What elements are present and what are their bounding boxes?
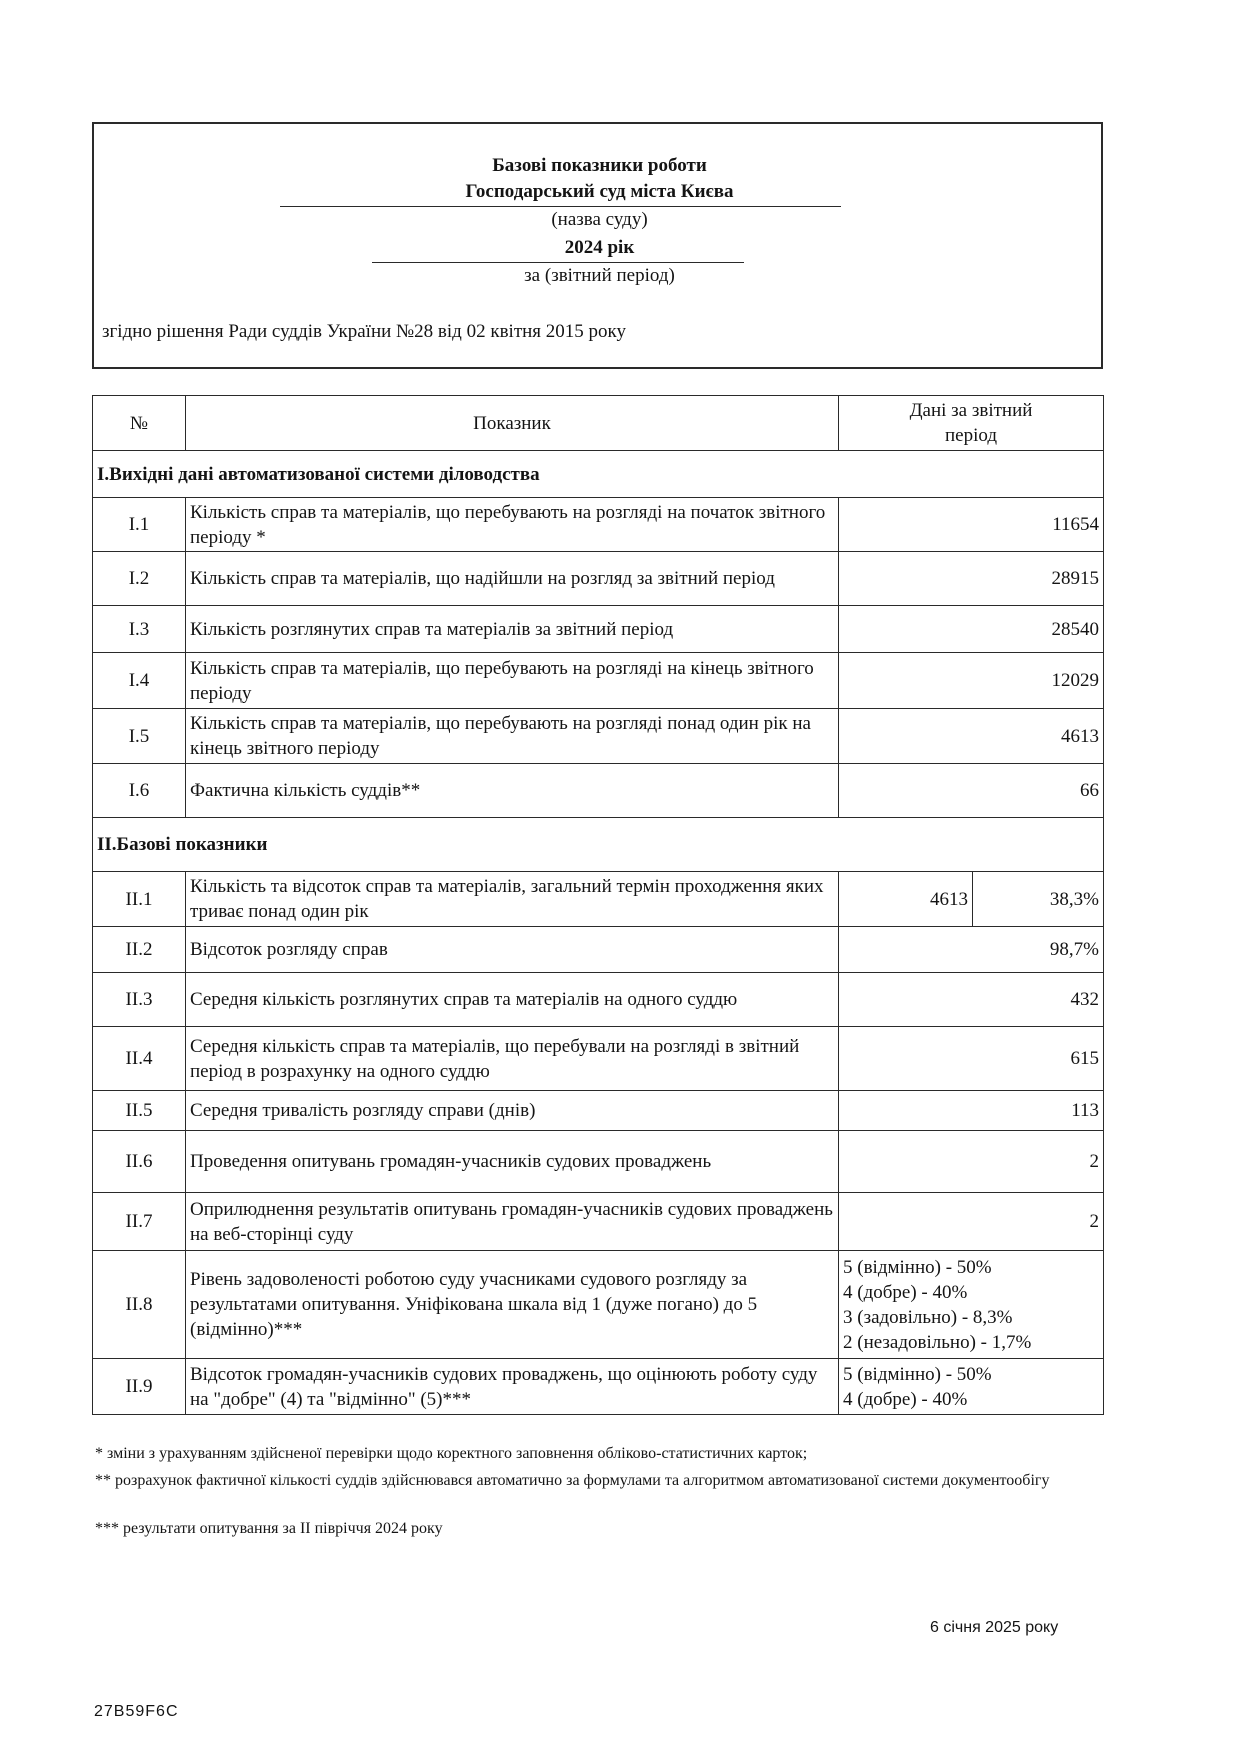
report-title: Базові показники роботи xyxy=(492,155,707,176)
row-value: 12029 xyxy=(839,653,1104,709)
row-num: I.5 xyxy=(93,709,186,764)
row-value: 11654 xyxy=(839,498,1104,552)
row-num: II.2 xyxy=(93,927,186,973)
row-indicator: Рівень задоволеності роботою суду учасниками судового розгляду за результатами опитування. Уніфікована шкала від 1 (дуже погано) до 5 (відмінно)*** xyxy=(186,1251,839,1359)
row-indicator: Оприлюднення результатів опитувань громадян-учасників судових проваджень на веб-сторінці суду xyxy=(186,1193,839,1251)
indicators-table xyxy=(92,395,1104,1415)
table-row xyxy=(93,709,1104,764)
table-row xyxy=(93,653,1104,709)
row-value: 28915 xyxy=(839,552,1104,606)
footnote-3: *** результати опитування за II півріччя 2024 року xyxy=(95,1520,443,1537)
table-row xyxy=(93,1027,1104,1091)
row-indicator: Кількість та відсоток справ та матеріалів, загальний термін проходження яких триває понад один рік xyxy=(186,872,839,927)
row-num: II.3 xyxy=(93,973,186,1027)
row-num: II.8 xyxy=(93,1251,186,1359)
row-value: 615 xyxy=(839,1027,1104,1091)
report-period: 2024 рік xyxy=(564,237,635,258)
footnote-1: * зміни з урахуванням здійсненої перевірки щодо коректного заповнення обліково-статистичних карток; xyxy=(95,1445,808,1462)
col-indicator-header: Показник xyxy=(186,396,839,451)
row-value: 66 xyxy=(839,764,1104,818)
table-row xyxy=(93,1131,1104,1193)
row-num: II.4 xyxy=(93,1027,186,1091)
footnote-2: ** розрахунок фактичної кількості суддів здійснювався автоматично за формулами та алгоритмом автоматизованої системи документообігу xyxy=(95,1472,1050,1489)
col-num-header: № xyxy=(93,396,186,451)
header-box xyxy=(92,122,1103,369)
row-num: II.6 xyxy=(93,1131,186,1193)
period-caption: за (звітний період) xyxy=(524,265,675,286)
court-name: Господарський суд міста Києва xyxy=(465,181,734,202)
court-name-caption: (назва суду) xyxy=(551,209,648,230)
row-indicator: Середня кількість розглянутих справ та матеріалів на одного суддю xyxy=(186,973,839,1027)
court-name-underline xyxy=(280,206,841,207)
row-num: I.6 xyxy=(93,764,186,818)
row-num: II.7 xyxy=(93,1193,186,1251)
row-indicator: Кількість справ та матеріалів, що перебувають на розгляді понад один рік на кінець звітного періоду xyxy=(186,709,839,764)
basis-text: згідно рішення Ради суддів України №28 від 02 квітня 2015 року xyxy=(102,321,626,342)
row-indicator: Кількість справ та матеріалів, що надійшли на розгляд за звітний період xyxy=(186,552,839,606)
row-num: II.9 xyxy=(93,1359,186,1415)
row-value: 2 xyxy=(839,1131,1104,1193)
col-data-header-line1: Дані за звітний xyxy=(909,400,1033,421)
section-row xyxy=(93,818,1104,872)
row-num: II.1 xyxy=(93,872,186,927)
row-indicator: Середня тривалість розгляду справи (днів) xyxy=(186,1091,839,1131)
list-item: 2 (незадовільно) - 1,7% xyxy=(843,1331,1032,1353)
list-item: 5 (відмінно) - 50% xyxy=(843,1256,992,1278)
table-row xyxy=(93,1251,1104,1359)
row-indicator: Середня кількість справ та матеріалів, що перебували на розгляді в звітний період в розрахунку на одного суддю xyxy=(186,1027,839,1091)
row-indicator: Фактична кількість суддів** xyxy=(186,764,839,818)
table-row xyxy=(93,1359,1104,1415)
document-date: 6 січня 2025 року xyxy=(930,1619,1059,1636)
table-header-row xyxy=(93,396,1104,451)
section1-title: I.Вихідні дані автоматизованої системи діловодства xyxy=(93,451,1104,498)
row-indicator: Проведення опитувань громадян-учасників судових проваджень xyxy=(186,1131,839,1193)
table-row xyxy=(93,1091,1104,1131)
row-value-percent: 38,3% xyxy=(973,872,1104,927)
table-row xyxy=(93,764,1104,818)
list-item: 4 (добре) - 40% xyxy=(843,1388,968,1410)
row-num: I.1 xyxy=(93,498,186,552)
row-indicator: Кількість справ та матеріалів, що перебувають на розгляді на початок звітного періоду * xyxy=(186,498,839,552)
row-num: I.2 xyxy=(93,552,186,606)
row-value: 113 xyxy=(839,1091,1104,1131)
row-num: II.5 xyxy=(93,1091,186,1131)
table-row xyxy=(93,606,1104,653)
row-num: I.4 xyxy=(93,653,186,709)
table-row xyxy=(93,498,1104,552)
period-underline xyxy=(372,262,744,263)
row-indicator: Відсоток громадян-учасників судових проваджень, що оцінюють роботу суду на "добре" (4) та "відмінно" (5)*** xyxy=(186,1359,839,1415)
list-item: 3 (задовільно) - 8,3% xyxy=(843,1306,1013,1328)
col-data-header-line2: період xyxy=(945,425,997,446)
row-num: I.3 xyxy=(93,606,186,653)
row-indicator: Кількість розглянутих справ та матеріалів за звітний період xyxy=(186,606,839,653)
row-value: 4613 xyxy=(839,709,1104,764)
row-value: 432 xyxy=(839,973,1104,1027)
row-value: 98,7% xyxy=(839,927,1104,973)
row-value-list xyxy=(839,1251,1104,1359)
row-value: 28540 xyxy=(839,606,1104,653)
table-row xyxy=(93,927,1104,973)
row-indicator: Відсоток розгляду справ xyxy=(186,927,839,973)
section-row xyxy=(93,451,1104,498)
list-item: 4 (добре) - 40% xyxy=(843,1281,968,1303)
document-code: 27B59F6C xyxy=(94,1703,179,1720)
row-value: 2 xyxy=(839,1193,1104,1251)
table-row xyxy=(93,973,1104,1027)
row-value-count: 4613 xyxy=(839,872,973,927)
row-indicator: Кількість справ та матеріалів, що перебувають на розгляді на кінець звітного періоду xyxy=(186,653,839,709)
row-value-list xyxy=(839,1359,1104,1415)
list-item: 5 (відмінно) - 50% xyxy=(843,1363,992,1385)
section2-title: II.Базові показники xyxy=(93,818,1104,872)
table-row xyxy=(93,872,1104,927)
col-data-header xyxy=(839,396,1104,451)
table-row xyxy=(93,1193,1104,1251)
table-row xyxy=(93,552,1104,606)
